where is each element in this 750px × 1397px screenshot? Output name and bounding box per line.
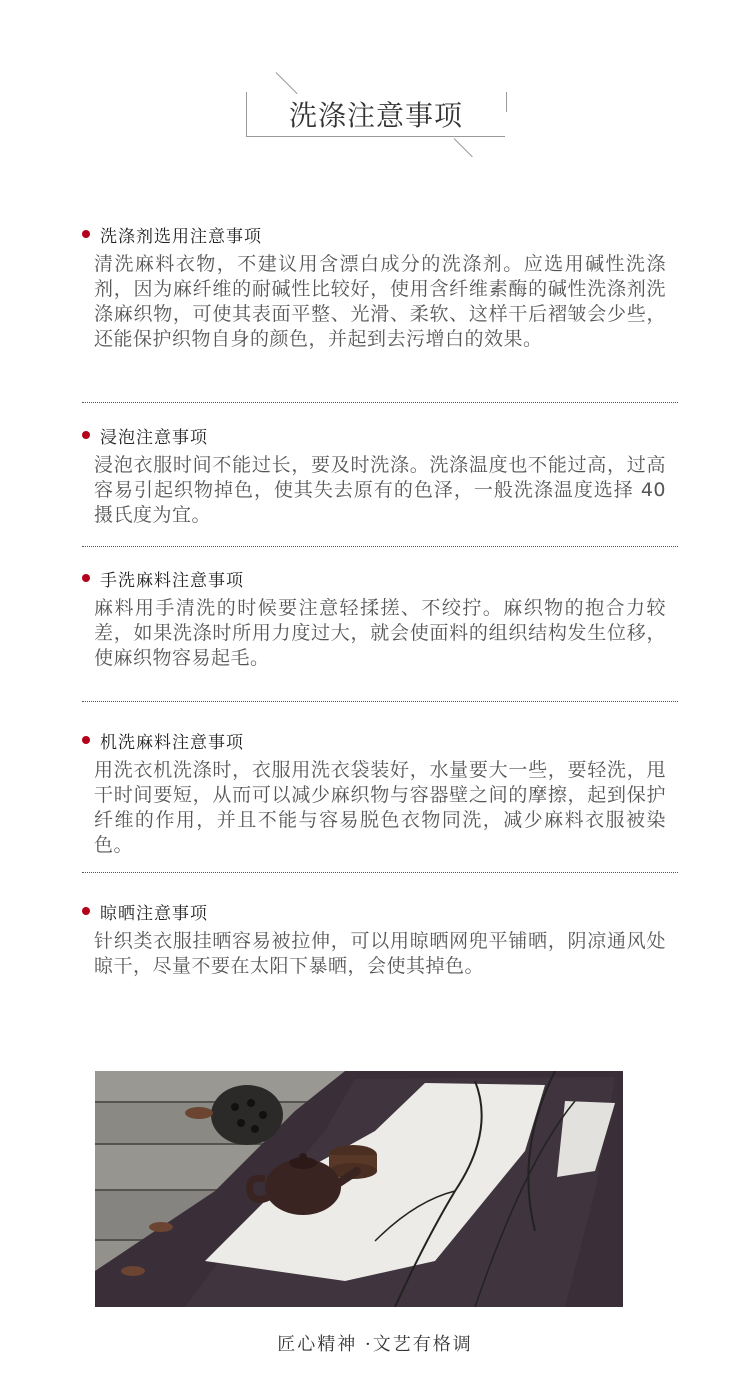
- section-heading-row: [82, 423, 682, 447]
- section-heading: 浸泡注意事项: [100, 427, 208, 448]
- section-heading: 晾晒注意事项: [100, 903, 208, 924]
- section-heading-row: [82, 222, 682, 246]
- title-block: [246, 86, 506, 140]
- section-machine-wash: [82, 728, 682, 858]
- dotted-divider: [82, 546, 678, 547]
- section-body: 用洗衣机洗涤时，衣服用洗衣袋装好，水量要大一些，要轻洗，甩干时间要短，从而可以减少麻织物与容器壁之间的摩擦，起到保护纤维的作用，并且不能与容易脱色衣物同洗，减少麻料衣服被染色。: [94, 759, 666, 856]
- section-body: 清洗麻料衣物，不建议用含漂白成分的洗涤剂。应选用碱性洗涤剂，因为麻纤维的耐碱性比较好，使用含纤维素酶的碱性洗涤剂洗涤麻织物，可使其表面平整、光滑、柔软、这样干后褶皱会少些，还能保护织物自身的颜色，并起到去污增白的效果。: [94, 253, 666, 350]
- section-body: 浸泡衣服时间不能过长，要及时洗涤。洗涤温度也不能过高，过高容易引起织物掉色，使其失去原有的色泽，一般洗涤温度选择 40 摄氏度为宜。: [94, 454, 666, 526]
- section-soaking: [82, 423, 682, 528]
- section-body: 针织类衣服挂晒容易被拉伸，可以用晾晒网兜平铺晒，阴凉通风处晾干，尽量不要在太阳下暴晒，会使其掉色。: [94, 930, 666, 977]
- dotted-divider: [82, 872, 678, 873]
- dotted-divider: [82, 402, 678, 403]
- title-decoration-line-bottom: [454, 138, 473, 157]
- bullet-dot-icon: [82, 574, 90, 582]
- bullet-dot-icon: [82, 907, 90, 915]
- bullet-dot-icon: [82, 736, 90, 744]
- section-heading-row: [82, 899, 682, 923]
- footer-caption: 匠心精神 ·文艺有格调: [277, 1334, 473, 1355]
- page-title: 洗涤注意事项: [288, 99, 463, 132]
- section-detergent: [82, 222, 682, 352]
- section-body: 麻料用手清洗的时候要注意轻揉搓、不绞拧。麻织物的抱合力较差，如果洗涤时所用力度过大，就会使面料的组织结构发生位移，使麻织物容易起毛。: [94, 597, 666, 669]
- section-heading-row: [82, 566, 682, 590]
- section-hand-wash: [82, 566, 682, 671]
- section-heading: 机洗麻料注意事项: [100, 732, 244, 753]
- bullet-dot-icon: [82, 431, 90, 439]
- section-heading: 手洗麻料注意事项: [100, 570, 244, 591]
- section-drying: [82, 899, 682, 979]
- section-heading-row: [82, 728, 682, 752]
- dotted-divider: [82, 701, 678, 702]
- section-heading: 洗涤剂选用注意事项: [100, 226, 262, 247]
- bullet-dot-icon: [82, 230, 90, 238]
- product-photo: [95, 1071, 623, 1307]
